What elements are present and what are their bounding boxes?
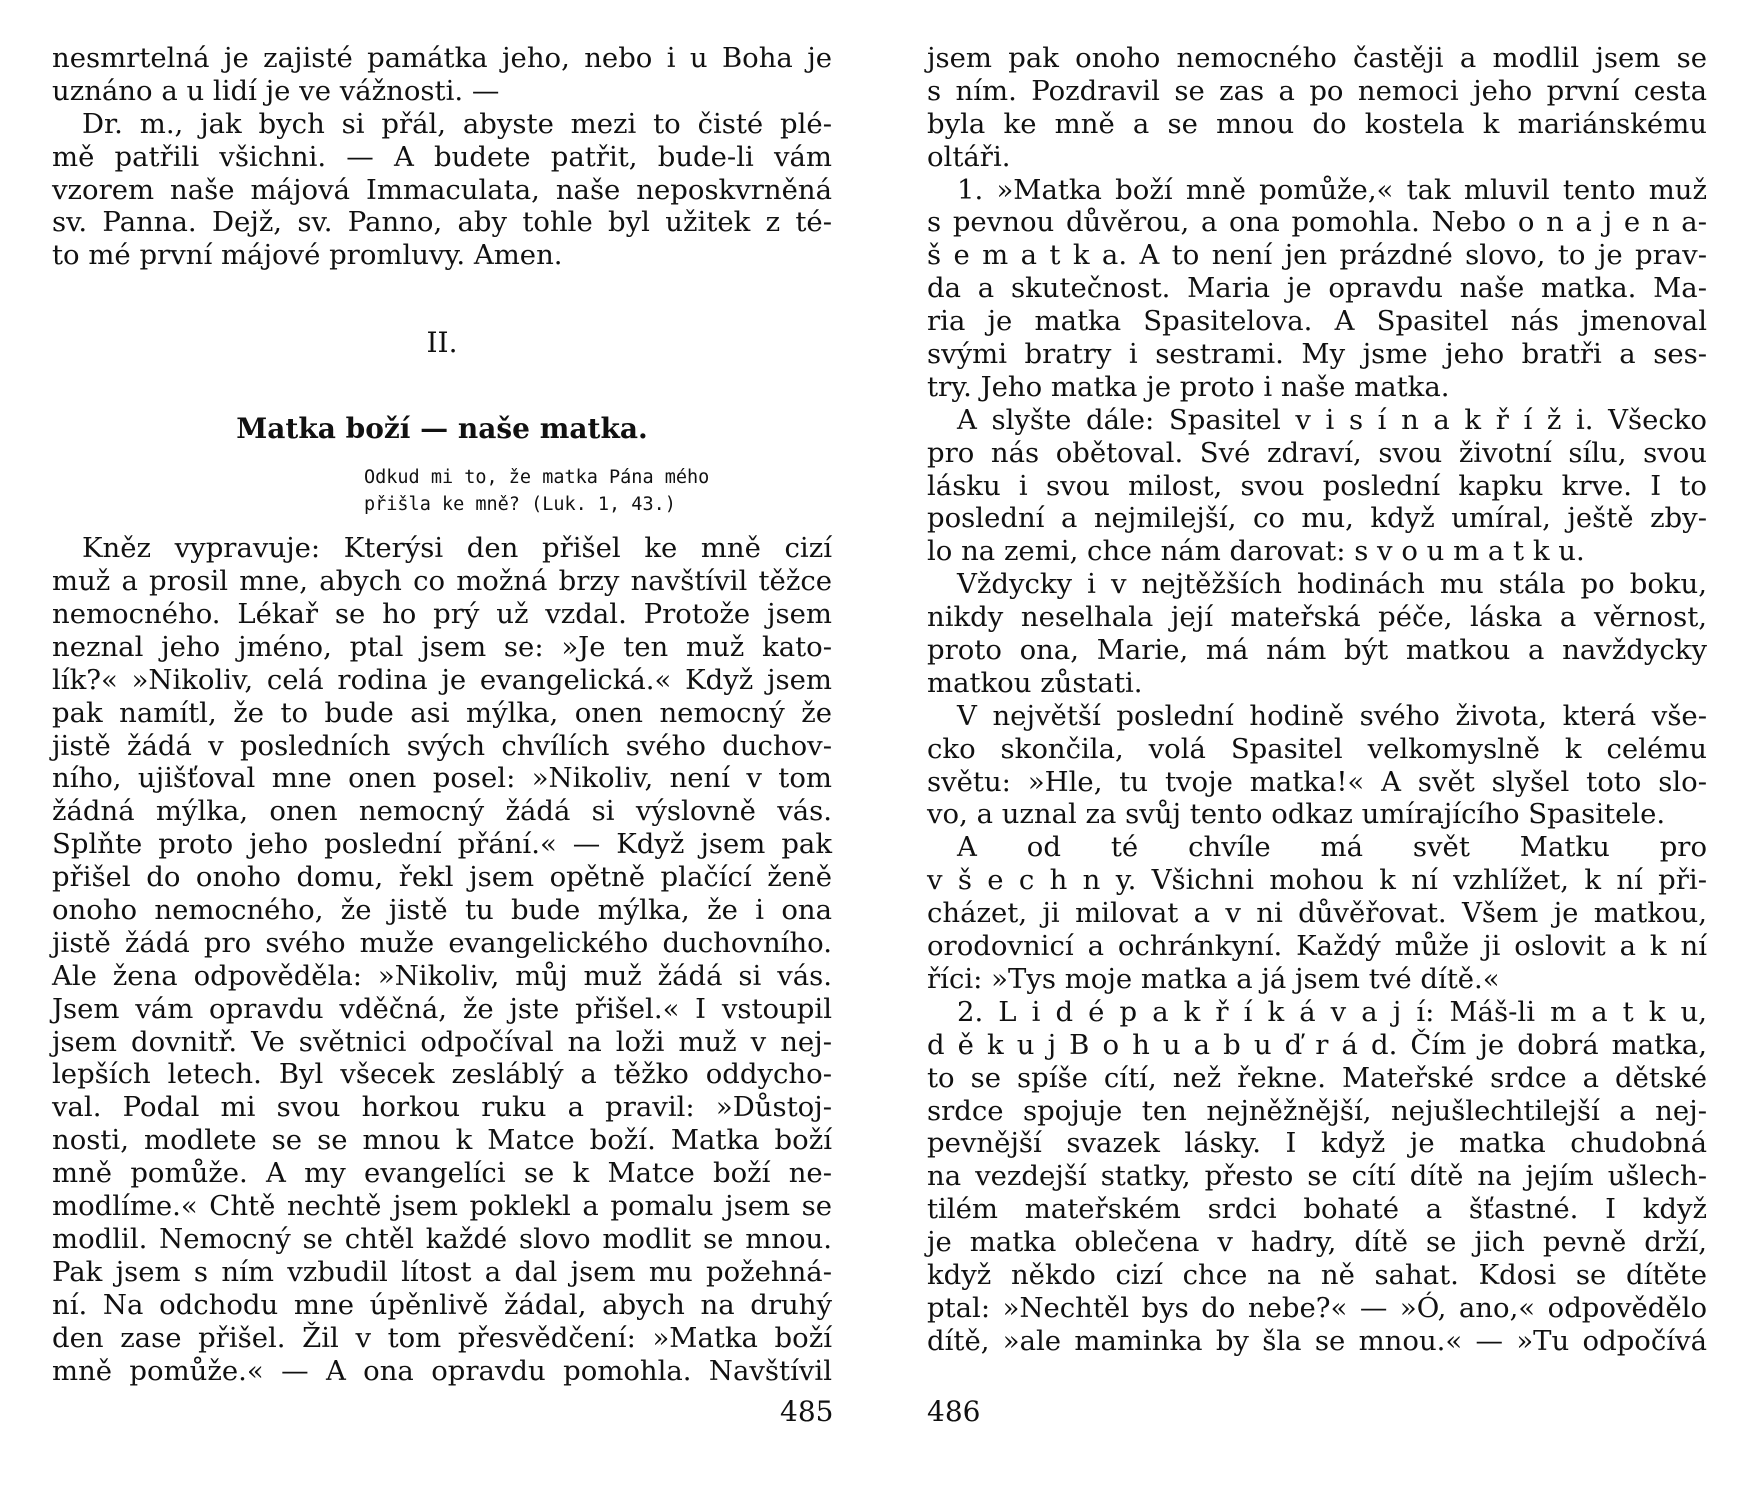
text-line: mě patřili všichni. — A budete patřit, bude-li vám <box>52 140 832 173</box>
text-line: cko skončila, volá Spasitel velkomyslně k celému <box>927 732 1707 765</box>
text-line: nemocného. Lékař se ho prý už vzdal. Protože jsem <box>52 598 832 631</box>
text-line: ního, ujišťoval mne onen posel: »Nikoliv, není v tom <box>52 762 832 795</box>
text-line: pevnější svazek lásky. I když je matka chudobná <box>927 1127 1707 1160</box>
left-page-top-text <box>52 42 832 272</box>
text-line: poslední a nejmilejší, co mu, když umíral, ještě zby- <box>927 502 1707 535</box>
text-line: lásku i svou milost, svou poslední kapku krve. I to <box>927 469 1707 502</box>
text-line: s ním. Pozdravil se zas a po nemoci jeho první cesta <box>927 74 1707 107</box>
text-line: neznal jeho jméno, ptal jsem se: »Je ten muž kato- <box>52 630 832 663</box>
text-line: jsem dovnitř. Ve světnici odpočíval na loži muž v nej- <box>52 1025 832 1058</box>
text-line: A od té chvíle má svět Matku pro <box>957 831 1707 864</box>
text-line: lo na zemi, chce nám darovat: s v o u m a t k u. <box>927 535 1585 568</box>
text-line: orodovnicí a ochránkyní. Každý může ji oslovit a k ní <box>927 930 1707 963</box>
text-line: ní. Na odchodu mne úpěnlivě žádal, abych na druhý <box>52 1288 832 1321</box>
text-line: 2. L i d é p a k ř í k á v a j í: Máš-li m a t k u, <box>957 995 1707 1028</box>
text-line: Splňte proto jeho poslední přání.« — Když jsem pak <box>52 828 832 861</box>
text-line: lepších letech. Byl všecek zesláblý a těžko oddycho- <box>52 1058 832 1091</box>
text-line: uznáno a u lidí je ve vážnosti. — <box>52 74 500 107</box>
text-line: říci: »Tys moje matka a já jsem tvé dítě.« <box>927 962 1500 995</box>
text-line: srdce spojuje ten nejněžnější, nejušlechtilejší a nej- <box>927 1094 1707 1127</box>
text-line: 1. »Matka boží mně pomůže,« tak mluvil tento muž <box>957 173 1707 206</box>
text-line: pro nás obětoval. Své zdraví, svou životní sílu, svou <box>927 436 1707 469</box>
page-number-right: 486 <box>927 1395 981 1428</box>
text-line: matkou zůstati. <box>927 666 1143 699</box>
text-line: vo, a uznal za svůj tento odkaz umírajícího Spasitele. <box>927 798 1666 831</box>
text-line: ptal: »Nechtěl bys do nebe?« — »Ó, ano,« odpovědělo <box>927 1291 1707 1324</box>
text-line: A slyšte dále: Spasitel v i s í n a k ř í ž i. Všecko <box>957 403 1707 436</box>
text-line: Ale žena odpověděla: »Nikoliv, můj muž žádá si vás. <box>52 959 832 992</box>
text-line: modlíme.« Chtě nechtě jsem poklekl a pomalu jsem se <box>52 1190 832 1223</box>
text-line: d ě k u j B o h u a b u ď r á d. Čím je dobrá matka, <box>927 1028 1707 1061</box>
text-line: světu: »Hle, tu tvoje matka!« A svět slyšel toto slo- <box>927 765 1707 798</box>
text-line: modlil. Nemocný se chtěl každé slovo modlit se mnou. <box>52 1222 832 1255</box>
right-page <box>927 42 1707 1358</box>
text-line: Pak jsem s ním vzbudil lítost a dal jsem mu požehná- <box>52 1255 832 1288</box>
text-line: nesmrtelná je zajisté památka jeho, nebo i u Boha je <box>52 42 832 74</box>
text-line: muž a prosil mne, abych co možná brzy navštívil těžce <box>52 565 832 598</box>
text-line: když někdo cizí chce na ně sahat. Kdosi se dítěte <box>927 1258 1707 1291</box>
epigraph-line: Odkud mi to, že matka Pána mého <box>364 467 710 489</box>
text-line: da a skutečnost. Maria je opravdu naše matka. Ma- <box>927 272 1707 305</box>
text-line: lík?« »Nikoliv, celá rodina je evangelická.« Když jsem <box>52 663 832 696</box>
text-line: dítě, »ale maminka by šla se mnou.« — »Tu odpočívá <box>927 1324 1707 1357</box>
text-line: svými bratry i sestrami. My jsme jeho bratři a ses- <box>927 338 1707 371</box>
text-line: to se spíše cítí, než řekne. Mateřské srdce a dětské <box>927 1061 1707 1094</box>
text-line: je matka oblečena v hadry, dítě se jich pevně drží, <box>927 1226 1707 1259</box>
text-line: jistě žádá pro svého muže evangelického duchovního. <box>52 926 832 959</box>
text-line: byla ke mně a se mnou do kostela k mariánskému <box>927 107 1707 140</box>
text-line: nikdy neselhala její mateřská péče, láska a věrnost, <box>927 601 1707 634</box>
text-line: žádná mýlka, onen nemocný žádá si výslovně vás. <box>52 795 832 828</box>
text-line: š e m a t k a. A to není jen prázdné slovo, to je prav- <box>927 239 1707 272</box>
text-line: ria je matka Spasitelova. A Spasitel nás jmenoval <box>927 305 1707 338</box>
text-line: pak namítl, že to bude asi mýlka, onen nemocný že <box>52 696 832 729</box>
text-line: přišel do onoho domu, řekl jsem opětně plačící ženě <box>52 861 832 894</box>
text-line: den zase přišel. Žil v tom přesvědčení: »Matka boží <box>52 1321 832 1354</box>
text-line: cházet, ji milovat a v ni důvěřovat. Všem je matkou, <box>927 897 1707 930</box>
text-line: val. Podal mi svou horkou ruku a pravil: »Důstoj- <box>52 1091 832 1124</box>
text-line: s pevnou důvěrou, a ona pomohla. Nebo o n a j e n a- <box>927 206 1707 239</box>
left-page <box>52 42 832 1387</box>
text-line: proto ona, Marie, má nám být matkou a navždycky <box>927 634 1707 667</box>
left-page-body-text <box>52 532 832 1387</box>
text-line: Kněz vypravuje: Kterýsi den přišel ke mně cizí <box>82 532 832 565</box>
text-line: Vždycky i v nejtěžších hodinách mu stála po boku, <box>957 568 1707 601</box>
text-line: mně pomůže. A my evangelíci se k Matce boží ne- <box>52 1157 832 1190</box>
text-line: try. Jeho matka je proto i naše matka. <box>927 370 1450 403</box>
text-line: tilém mateřském srdci bohaté a šťastné. I když <box>927 1193 1707 1226</box>
page-number-left: 485 <box>780 1395 834 1428</box>
chapter-title: Matka boží — naše matka. <box>236 412 648 446</box>
text-line: V největší poslední hodině svého života, která vše- <box>957 699 1707 732</box>
text-line: na vezdejší statky, přesto se cítí dítě na jejím ušlech- <box>927 1160 1707 1193</box>
text-line: oltáři. <box>927 140 1011 173</box>
text-line: vzorem naše májová Immaculata, naše neposkvrněná <box>52 173 832 206</box>
text-line: onoho nemocného, že jistě tu bude mýlka, že i ona <box>52 894 832 927</box>
text-line: Dr. m., jak bych si přál, abyste mezi to čisté plé- <box>82 107 832 140</box>
text-line: to mé první májové promluvy. Amen. <box>52 239 563 272</box>
text-line: nosti, modlete se se mnou k Matce boží. Matka boží <box>52 1124 832 1157</box>
epigraph-line: přišla ke mně? (Luk. 1, 43.) <box>364 494 676 516</box>
text-line: sv. Panna. Dejž, sv. Panno, aby tohle byl užitek z té- <box>52 206 832 239</box>
epigraph <box>364 464 834 518</box>
text-line: jsem pak onoho nemocného častěji a modlil jsem se <box>927 42 1707 74</box>
text-line: Jsem vám opravdu vděčná, že jste přišel.« I vstoupil <box>52 992 832 1025</box>
text-line: mně pomůže.« — A ona opravdu pomohla. Navštívil <box>52 1354 832 1387</box>
chapter-number: II. <box>426 326 458 360</box>
text-line: v š e c h n y. Všichni mohou k ní vzhlížet, k ní při- <box>927 864 1707 897</box>
text-line: jistě žádá v posledních svých chvílích svého duchov- <box>52 729 832 762</box>
